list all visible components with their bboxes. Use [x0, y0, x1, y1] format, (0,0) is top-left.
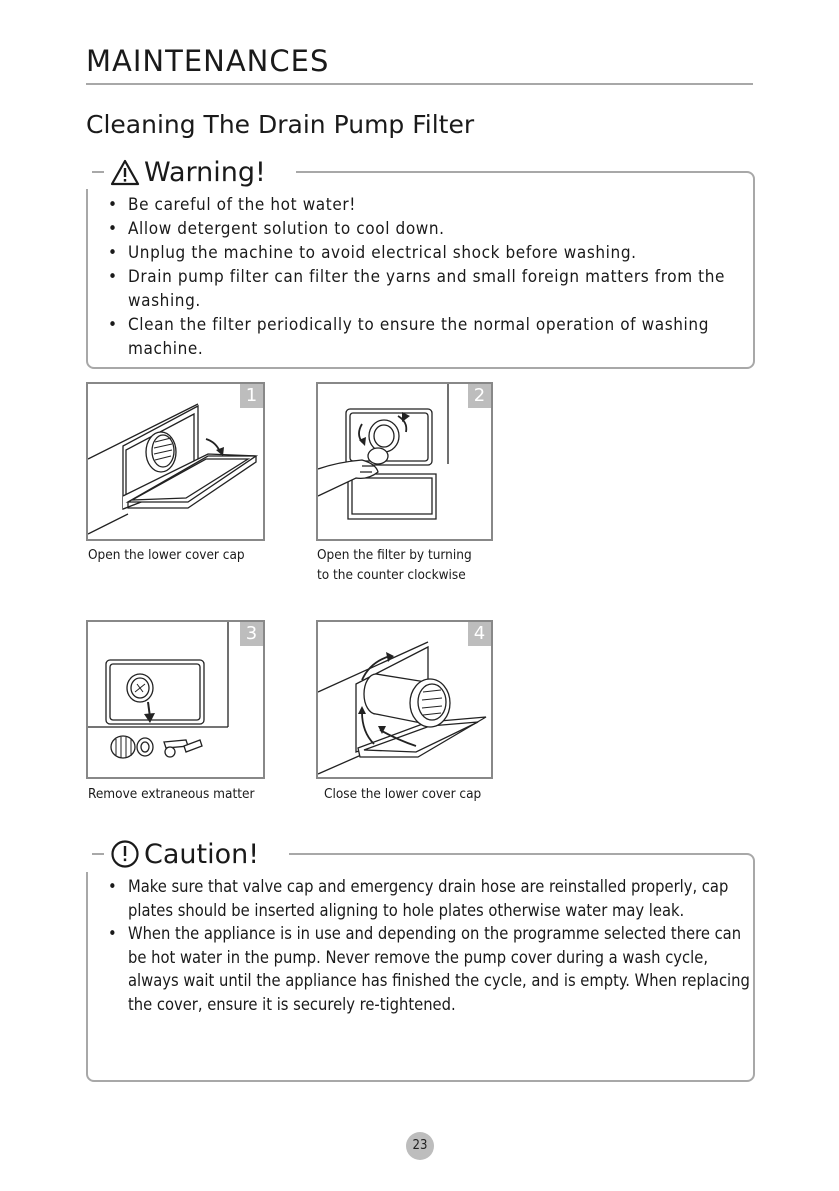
- step-3-caption: Remove extraneous matter: [88, 786, 255, 802]
- warning-label: Warning!: [144, 156, 266, 188]
- step-1-illustration: [86, 382, 265, 541]
- step-number-badge: 2: [468, 384, 491, 408]
- open-cover-illustration: [88, 384, 263, 539]
- warning-item: • Clean the filter periodically to ensure the normal operation of washing machine.: [106, 313, 736, 361]
- step-number-badge: 4: [468, 622, 491, 646]
- step-3-illustration: [86, 620, 265, 779]
- step-number-badge: 1: [240, 384, 263, 408]
- step-1-caption: Open the lower cover cap: [88, 547, 245, 563]
- step-number-badge: 3: [240, 622, 263, 646]
- warning-item: • Drain pump filter can filter the yarns and small foreign matters from the washing.: [106, 265, 736, 313]
- caution-item: • Make sure that valve cap and emergency drain hose are reinstalled properly, cap plates should be inserted aligning to hole plates otherwise water may leak.: [106, 875, 756, 922]
- step-4-caption: Close the lower cover cap: [324, 786, 482, 802]
- warning-item: • Be careful of the hot water!: [106, 193, 736, 217]
- caution-list: [106, 875, 756, 1016]
- close-cover-illustration: [318, 622, 491, 777]
- warning-item: • Allow detergent solution to cool down.: [106, 217, 736, 241]
- heading-lead-line: [92, 171, 104, 173]
- step-2-caption: Open the filter by turning to the counter clockwise: [317, 547, 472, 583]
- warning-icon: [110, 159, 140, 186]
- remove-matter-illustration: [88, 622, 263, 777]
- caution-label: Caution!: [144, 838, 260, 870]
- step-4-illustration: [316, 620, 493, 779]
- warning-list: [106, 193, 736, 361]
- heading-lead-line: [92, 853, 104, 855]
- page-title: MAINTENANCES: [86, 44, 330, 78]
- warning-item: • Unplug the machine to avoid electrical shock before washing.: [106, 241, 736, 265]
- step-2-illustration: [316, 382, 493, 541]
- title-divider: [86, 83, 753, 85]
- turn-filter-illustration: [318, 384, 491, 539]
- caution-icon: [110, 839, 140, 869]
- section-title: Cleaning The Drain Pump Filter: [86, 110, 475, 139]
- page-number: 23: [406, 1132, 434, 1160]
- caution-heading: [86, 836, 289, 872]
- warning-heading: [86, 155, 296, 189]
- caution-item: • When the appliance is in use and depending on the programme selected there can be hot water in the pump. Never remove the pump cover during a wash cycle, always wait until the appliance has finished the cycle, and is empty. When replacing the cover, ensure it is securely re-tightened.: [106, 922, 756, 1016]
